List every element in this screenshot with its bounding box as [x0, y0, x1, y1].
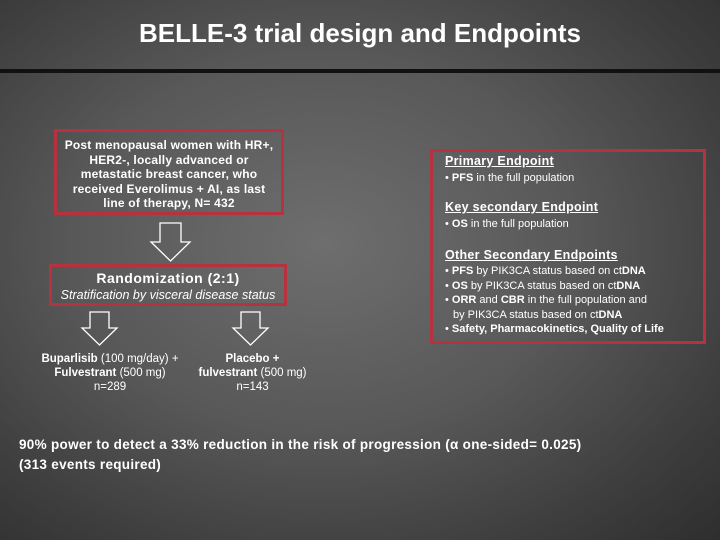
population-line: Post menopausal women with HR+,	[64, 138, 274, 152]
slide-title: BELLE-3 trial design and Endpoints	[138, 18, 582, 48]
power-line: 90% power to detect a 33% reduction in the risk of progression (α one-sided= 0.025)	[19, 437, 582, 452]
list-item: • Safety, Pharmacokinetics, Quality of Life	[445, 323, 664, 335]
arm-buparlisib	[25, 352, 195, 394]
stratification-text: Stratification by visceral disease status	[60, 288, 276, 302]
key-secondary-endpoint-item: • OS in the full population	[445, 218, 569, 230]
arm-combo-drug: fulvestrant	[198, 367, 258, 379]
population-line: HER2-, locally advanced or	[89, 152, 249, 167]
list-item: • PFS by PIK3CA status based on ctDNA	[445, 265, 646, 277]
list-item: • ORR and CBR in the full population and	[445, 294, 648, 306]
arm-placebo	[180, 352, 325, 394]
population-line: metastatic breast cancer, who	[80, 167, 258, 181]
other-secondary-endpoints-list	[445, 264, 664, 337]
arm-combo-drug: Fulvestrant	[54, 367, 117, 379]
arm-drug: Placebo +	[225, 353, 280, 365]
power-line: (313 events required)	[19, 457, 162, 472]
other-secondary-endpoints-header: Other Secondary Endpoints	[445, 248, 618, 262]
key-secondary-endpoint-header: Key secondary Endpoint	[445, 200, 599, 214]
arm-drug: Buparlisib	[41, 353, 98, 365]
randomization-title: Randomization (2:1)	[96, 270, 240, 286]
list-item: • OS by PIK3CA status based on ctDNA	[445, 279, 641, 292]
power-statement	[19, 435, 581, 475]
primary-endpoint-item: • PFS in the full population	[445, 172, 575, 184]
down-arrow-icon	[150, 222, 192, 262]
primary-endpoint-header: Primary Endpoint	[445, 154, 554, 168]
down-arrow-icon	[232, 311, 270, 347]
population-line: received Everolimus + AI, as last	[72, 181, 266, 196]
arm-combo-dose: (500 mg)	[119, 367, 166, 379]
title-divider	[0, 69, 720, 73]
population-line: line of therapy, N= 432	[103, 196, 235, 210]
down-arrow-icon	[81, 311, 119, 347]
arm-n: n=289	[93, 381, 127, 393]
arm-n: n=143	[236, 381, 269, 393]
arm-combo-dose: (500 mg)	[260, 367, 307, 379]
population-box	[54, 129, 284, 215]
list-item: by PIK3CA status based on ctDNA	[453, 308, 623, 321]
randomization-box	[49, 264, 287, 306]
arm-dose: (100 mg/day) +	[100, 353, 179, 365]
